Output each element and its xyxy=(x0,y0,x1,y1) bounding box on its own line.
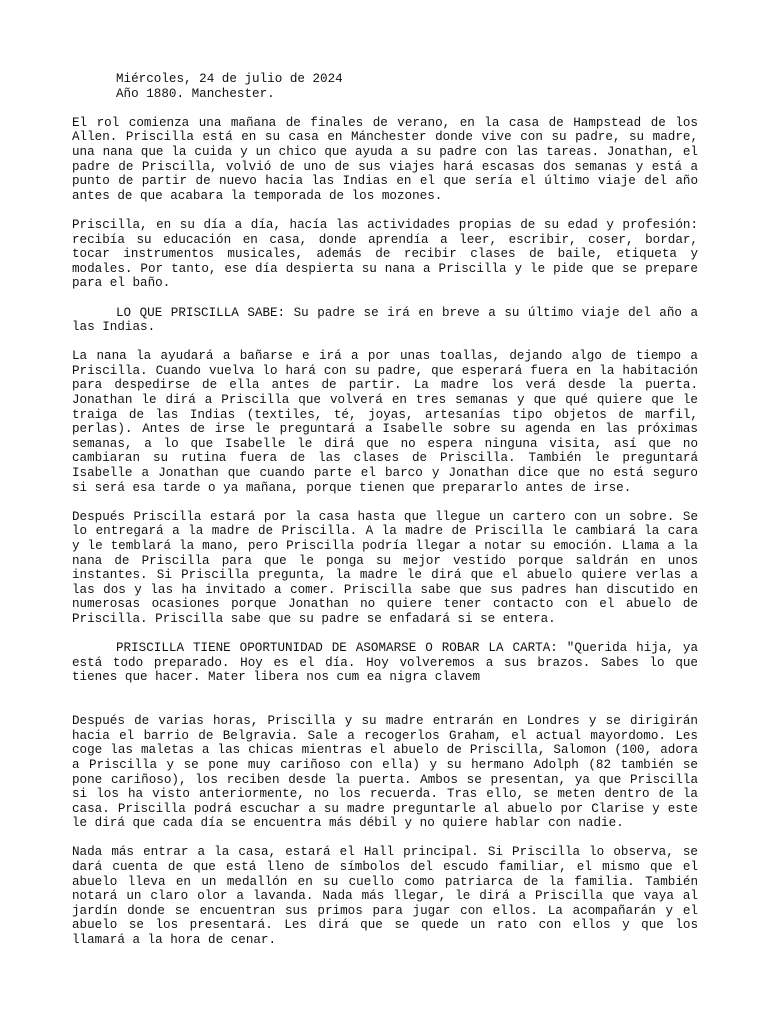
paragraph-letter-arrives: Después Priscilla estará por la casa hasta que llegue un cartero con un sobre. Se lo entregará a la madre de Priscilla. A la madre de Priscilla le cambiará la cara y le temblará la mano, pero Priscilla podría llegar a notar su emoción. Llama a la nana de Priscilla para que le ponga su mejor vestido porque saldrán en unos instantes. Si Priscilla pregunta, la madre le dirá que el abuelo quiere verlas a las dos y las ha invitado a comer. Priscilla sabe que sus padres han discutido en numerosas ocasiones porque Jonathan no quiere tener contacto con el abuelo de Priscilla. Priscilla sabe que su padre se enfadará si se entera. xyxy=(72,509,698,626)
paragraph-arrival-london: Después de varias horas, Priscilla y su madre entrarán en Londres y se dirigirán hacia el barrio de Belgravia. Sale a recogerlos Graham, el actual mayordomo. Les coge las maletas a las chicas mientras el abuelo de Priscilla, Salomon (100, adora a Priscilla y se pone muy cariñoso con ella) y su hermano Adolph (82 también se pone cariñoso), los reciben desde la puerta. Ambos se presentan, ya que Priscilla si los ha visto anteriormente, no los recuerda. Tras ello, se meten dentro de la casa. Priscilla podrá escuchar a su madre preguntarle al abuelo por Clarise y este le dirá que cada día se encuentra más débil y no quiere hablar con nadie. xyxy=(72,714,698,831)
paragraph-daily-life: Priscilla, en su día a día, hacía las actividades propias de su edad y profesión: recibía su educación en casa, donde aprendía a leer, escribir, coser, bordar, tocar instrumentos musicales, además de recibir clases de baile, etiqueta y modales. Por tanto, ese día despierta su nana a Priscilla y le pide que se prepare para el baño. xyxy=(72,217,698,291)
document-page xyxy=(72,72,698,962)
paragraph-main-hall: Nada más entrar a la casa, estará el Hall principal. Si Priscilla lo observa, se dará cuenta de que está lleno de símbolos del escudo familiar, el mismo que el abuelo lleva en un medallón en su cuello como patriarca de la familia. También notará un claro olor a lavanda. Nada más llegar, le dirá a Priscilla que vaya al jardín donde se encuentran sus primos para jugar con ellos. La acompañarán y el abuelo se los presentará. Les dirá que se quede un rato con ellos y que los llamará a la hora de cenar. xyxy=(72,845,698,948)
paragraph-what-priscilla-knows: LO QUE PRISCILLA SABE: Su padre se irá en breve a su último viaje del año a las Indias. xyxy=(72,305,698,335)
blank-line xyxy=(72,700,698,715)
paragraph-letter-content: PRISCILLA TIENE OPORTUNIDAD DE ASOMARSE O ROBAR LA CARTA: "Querida hija, ya está todo preparado. Hoy es el día. Hoy volveremos a sus brazos. Sabes lo que tienes que hacer. Mater libera nos cum ea nigra clavem xyxy=(72,641,698,685)
document-header xyxy=(72,72,698,101)
document-setting: Año 1880. Manchester. xyxy=(116,86,275,101)
paragraph-bath-scene: La nana la ayudará a bañarse e irá a por unas toallas, dejando algo de tiempo a Priscilla. Cuando vuelva lo hará con su padre, que esperará fuera en la habitación para despedirse de ella antes de partir. La madre los verá desde la puerta. Jonathan le dirá a Priscilla que volverá en tres semanas y que qué quiere que le traiga de las Indias (textiles, té, joyas, artesanías tipo objetos de marfil, perlas). Antes de irse le preguntará a Isabelle sobre su agenda en las próximas semanas, a lo que Isabelle le dirá que no espera ninguna visita, así que no cambiaran su rutina fuera de las clases de Priscilla. También le preguntará Isabelle a Jonathan que cuando parte el barco y Jonathan dice que no está seguro si será esa tarde o ya mañana, porque tienen que prepararlo antes de irse. xyxy=(72,349,698,495)
document-date: Miércoles, 24 de julio de 2024 xyxy=(116,72,343,86)
paragraph-intro: El rol comienza una mañana de finales de verano, en la casa de Hampstead de los Allen. Priscilla está en su casa en Mánchester donde vive con su padre, su madre, una nana que la cuida y un chico que ayuda a su padre con las tareas. Jonathan, el padre de Priscilla, volvió de uno de sus viajes hará escasas dos semanas y está a punto de partir de nuevo hacia las Indias en el que sería el último viaje del año antes de que acabara la temporada de los mozones. xyxy=(72,115,698,203)
